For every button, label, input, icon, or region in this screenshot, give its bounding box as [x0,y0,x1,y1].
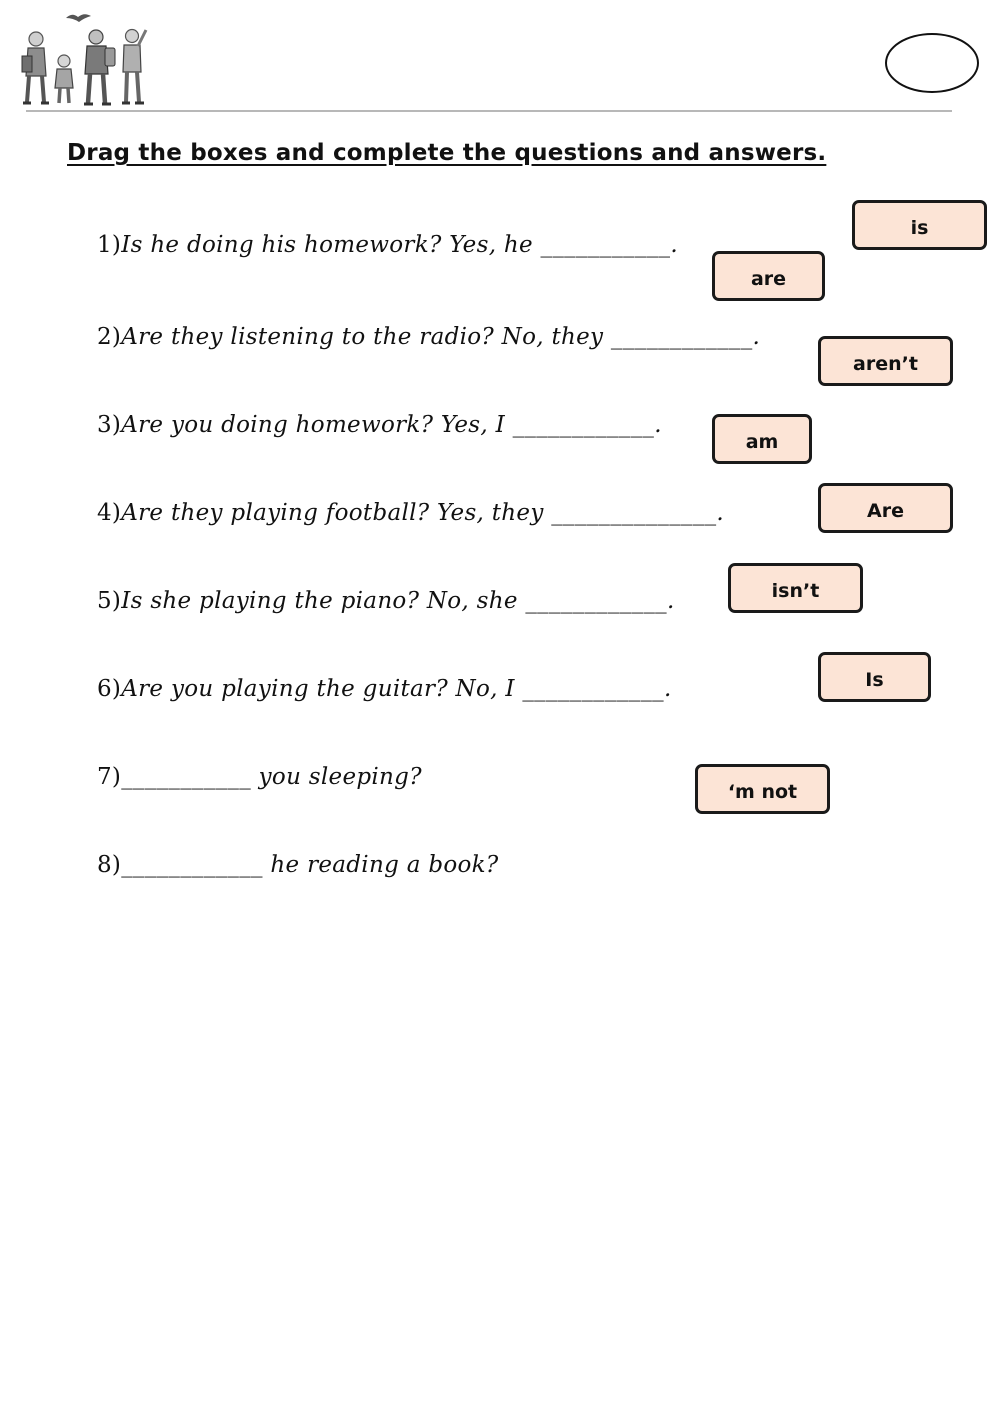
instruction-heading: Drag the boxes and complete the questions and answers. [67,140,827,166]
question-text: Are you doing homework? Yes, I ____________. [121,412,662,438]
question-number: 4) [97,500,122,526]
score-oval [885,33,979,93]
question-number: 1) [97,232,122,258]
drag-box-arent[interactable]: aren’t [818,336,953,386]
question-6 [97,676,672,702]
question-1 [97,232,678,258]
question-number: 8) [97,852,122,878]
students-illustration [14,6,164,110]
drag-box-am[interactable]: am [712,414,812,464]
drag-box-is[interactable]: is [852,200,987,250]
drag-box-isnt[interactable]: isn’t [728,563,863,613]
question-2 [97,324,760,350]
question-number: 3) [97,412,122,438]
question-text: Is she playing the piano? No, she ____________. [121,588,675,614]
question-text: Are you playing the guitar? No, I ____________. [121,676,672,702]
question-5 [97,588,675,614]
drag-box-are[interactable]: are [712,251,825,301]
question-number: 5) [97,588,122,614]
question-number: 6) [97,676,122,702]
question-number: 7) [97,764,122,790]
question-4 [97,500,724,526]
question-number: 2) [97,324,122,350]
question-7 [97,764,422,790]
header-divider [26,110,952,112]
question-text: Is he doing his homework? Yes, he ___________. [121,232,678,258]
question-8 [97,852,499,878]
drag-box-Are-capital[interactable]: Are [818,483,953,533]
question-text: ____________ he reading a book? [121,852,499,878]
question-text: ___________ you sleeping? [121,764,422,790]
question-3 [97,412,662,438]
question-text: Are they listening to the radio? No, they ____________. [121,324,761,350]
drag-box-m-not[interactable]: ‘m not [695,764,830,814]
question-text: Are they playing football? Yes, they ______________. [121,500,725,526]
drag-box-Is-capital[interactable]: Is [818,652,931,702]
